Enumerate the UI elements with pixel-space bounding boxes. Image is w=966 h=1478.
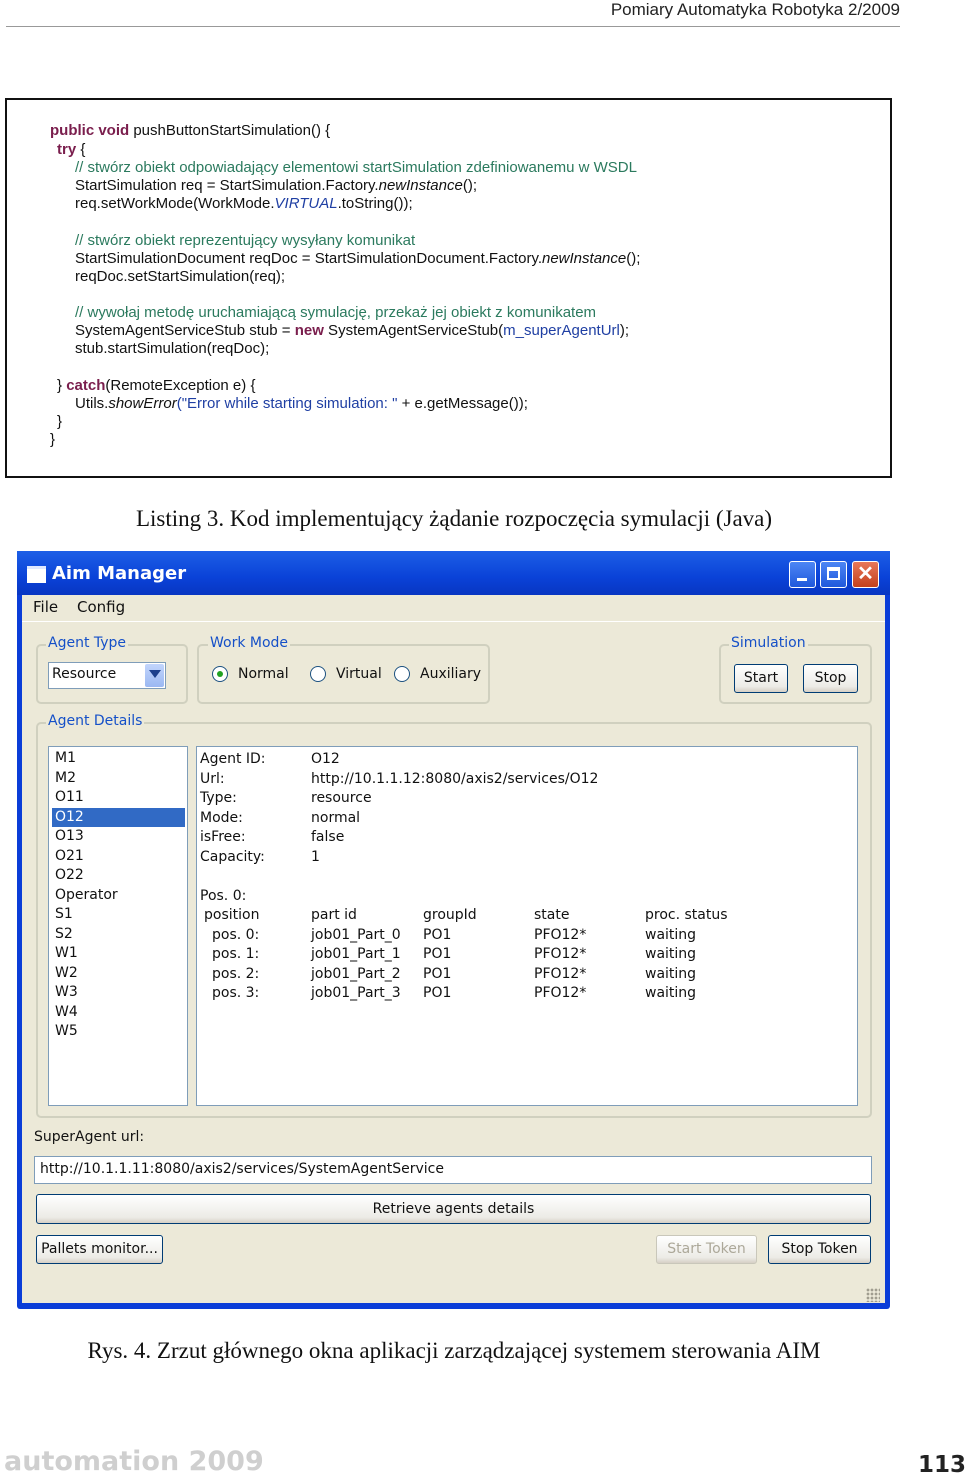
code-line-12 <box>57 377 255 395</box>
radio-auxiliary[interactable] <box>394 666 410 682</box>
table-cell: PFO12* <box>534 985 587 1001</box>
code-line-1 <box>50 122 330 140</box>
table-cell: pos. 3: <box>212 985 260 1001</box>
superagent-url-label: SuperAgent url: <box>34 1129 145 1145</box>
code-italic: newInstance <box>378 177 463 194</box>
list-item[interactable]: W4 <box>55 1004 78 1020</box>
list-item[interactable]: M2 <box>55 770 76 786</box>
footer-logo: automation 2009 <box>4 1446 264 1477</box>
pallets-monitor-button[interactable]: Pallets monitor... <box>36 1235 163 1264</box>
code-text: (RemoteException e) { <box>105 377 256 394</box>
menu-separator <box>22 621 885 622</box>
table-cell: PO1 <box>423 946 452 962</box>
agent-type-label: Agent Type <box>48 635 127 651</box>
close-button[interactable] <box>852 561 879 588</box>
table-cell: waiting <box>645 985 697 1001</box>
code-text: Utils. <box>75 395 109 412</box>
code-listing-box <box>5 98 892 478</box>
list-item[interactable]: O13 <box>55 828 84 844</box>
code-text: .toString()); <box>337 195 413 212</box>
list-item[interactable]: S1 <box>55 906 73 922</box>
window-icon <box>27 566 46 583</box>
maximize-icon <box>827 567 840 580</box>
info-key-id: Agent ID: <box>200 751 266 767</box>
menu-config[interactable]: Config <box>77 598 126 616</box>
radio-normal[interactable] <box>212 666 228 682</box>
table-cell: waiting <box>645 966 697 982</box>
list-item[interactable]: W3 <box>55 984 78 1000</box>
code-text: StartSimulationDocument reqDoc = StartSimulationDocument.Factory. <box>75 250 542 267</box>
code-line-8: reqDoc.setStartSimulation(req); <box>75 268 286 285</box>
code-line-11: stub.startSimulation(reqDoc); <box>75 340 270 357</box>
retrieve-agents-button[interactable]: Retrieve agents details <box>36 1194 871 1224</box>
code-line-15: } <box>50 431 56 448</box>
code-comment-2: // stwórz obiekt reprezentujący wysyłany komunikat <box>75 232 416 249</box>
listing-caption: Listing 3. Kod implementujący żądanie rozpoczęcia symulacji (Java) <box>135 506 773 531</box>
info-key-type: Type: <box>200 790 237 806</box>
agent-details-label: Agent Details <box>48 713 143 729</box>
minimize-button[interactable] <box>789 561 816 588</box>
table-cell: PO1 <box>423 985 452 1001</box>
list-item-selected[interactable]: O12 <box>55 809 84 825</box>
minimize-icon <box>797 578 807 581</box>
code-keyword: catch <box>66 377 106 394</box>
list-item[interactable]: S2 <box>55 926 73 942</box>
code-keyword: try <box>57 141 77 158</box>
info-key-capacity: Capacity: <box>200 849 265 865</box>
code-text: SystemAgentServiceStub( <box>323 322 504 339</box>
code-text: pushButtonStartSimulation() { <box>129 122 331 139</box>
column-header: proc. status <box>645 907 728 923</box>
table-cell: PFO12* <box>534 966 587 982</box>
info-value-id: O12 <box>311 751 340 767</box>
stop-token-button[interactable]: Stop Token <box>768 1235 871 1264</box>
list-item[interactable]: Operator <box>55 887 118 903</box>
code-line-4 <box>75 177 477 195</box>
radio-virtual[interactable] <box>310 666 326 682</box>
table-cell: job01_Part_0 <box>311 927 401 943</box>
list-item[interactable]: O11 <box>55 789 84 805</box>
table-cell: job01_Part_3 <box>311 985 401 1001</box>
journal-header: Pomiary Automatyka Robotyka 2/2009 <box>610 0 900 19</box>
stop-simulation-button[interactable]: Stop <box>803 664 858 693</box>
superagent-url-value: http://10.1.1.11:8080/axis2/services/SystemAgentService <box>40 1161 444 1177</box>
dropdown-button[interactable] <box>145 664 164 687</box>
list-item[interactable]: M1 <box>55 750 76 766</box>
info-value-type: resource <box>311 790 372 806</box>
list-item[interactable]: O22 <box>55 867 84 883</box>
radio-auxiliary-label[interactable]: Auxiliary <box>420 666 482 682</box>
radio-normal-label[interactable]: Normal <box>238 666 289 682</box>
table-cell: PO1 <box>423 966 452 982</box>
header-rule <box>6 26 900 27</box>
code-text: ); <box>619 322 630 339</box>
table-cell: PFO12* <box>534 946 587 962</box>
table-cell: PFO12* <box>534 927 587 943</box>
window-title: Aim Manager <box>52 563 187 584</box>
code-text: StartSimulation req = StartSimulation.Factory. <box>75 177 379 194</box>
table-cell: waiting <box>645 946 697 962</box>
code-line-13 <box>75 395 528 413</box>
code-comment-3: // wywołaj metodę uruchamiającą symulację, przekaż jej obiekt z komunikatem <box>75 304 597 321</box>
work-mode-label: Work Mode <box>210 635 289 651</box>
list-item[interactable]: W1 <box>55 945 78 961</box>
agent-type-value: Resource <box>52 666 117 682</box>
code-keyword: new <box>294 322 324 339</box>
column-header: groupId <box>423 907 477 923</box>
code-text: { <box>76 141 86 158</box>
info-key-isfree: isFree: <box>200 829 246 845</box>
position-title: Pos. 0: <box>200 888 247 904</box>
code-line-7 <box>75 250 640 268</box>
table-cell: waiting <box>645 927 697 943</box>
code-comment-1: // stwórz obiekt odpowiadający elementowi startSimulation zdefiniowanemu w WSDL <box>75 159 637 176</box>
code-italic: showError <box>108 395 177 412</box>
list-item[interactable]: W5 <box>55 1023 78 1039</box>
column-header: position <box>204 907 260 923</box>
list-item[interactable]: O21 <box>55 848 84 864</box>
chevron-down-icon <box>149 670 161 678</box>
info-value-isfree: false <box>311 829 345 845</box>
code-text: SystemAgentServiceStub stub = <box>75 322 295 339</box>
figure-caption: Rys. 4. Zrzut głównego okna aplikacji zarządzającej systemem sterowania AIM <box>87 1338 821 1363</box>
table-cell: PO1 <box>423 927 452 943</box>
column-header: state <box>534 907 570 923</box>
code-text: + e.getMessage()); <box>397 395 528 412</box>
code-line-10 <box>75 322 629 340</box>
code-line-5 <box>75 195 413 213</box>
table-cell: pos. 0: <box>212 927 260 943</box>
simulation-label: Simulation <box>731 635 806 651</box>
code-string: ("Error while starting simulation: " <box>176 395 398 412</box>
code-line-2 <box>57 141 85 159</box>
resize-grip-icon[interactable] <box>866 1288 880 1302</box>
close-icon: ✕ <box>857 563 874 585</box>
table-cell: job01_Part_1 <box>311 946 401 962</box>
agent-info-panel[interactable] <box>196 746 858 1106</box>
code-italic: newInstance <box>542 250 627 267</box>
info-value-url: http://10.1.1.12:8080/axis2/services/O12 <box>311 771 599 787</box>
list-item[interactable]: W2 <box>55 965 78 981</box>
code-keyword: public void <box>50 122 130 139</box>
column-header: part id <box>311 907 357 923</box>
start-token-button[interactable]: Start Token <box>656 1235 757 1264</box>
code-constant: VIRTUAL <box>274 195 338 212</box>
start-simulation-button[interactable]: Start <box>734 664 788 693</box>
maximize-button[interactable] <box>820 561 847 588</box>
code-text: } <box>57 377 67 394</box>
code-text: (); <box>626 250 641 267</box>
menu-file[interactable]: File <box>33 598 59 616</box>
info-value-mode: normal <box>311 810 361 826</box>
table-cell: pos. 2: <box>212 966 260 982</box>
code-text: req.setWorkMode(WorkMode. <box>75 195 275 212</box>
radio-selected-dot <box>217 671 223 677</box>
radio-virtual-label[interactable]: Virtual <box>336 666 382 682</box>
code-field: m_superAgentUrl <box>503 322 620 339</box>
info-key-mode: Mode: <box>200 810 243 826</box>
info-key-url: Url: <box>200 771 225 787</box>
table-cell: pos. 1: <box>212 946 260 962</box>
code-text: (); <box>462 177 478 194</box>
table-cell: job01_Part_2 <box>311 966 401 982</box>
info-value-capacity: 1 <box>311 849 320 865</box>
page-number: 113 <box>918 1452 966 1478</box>
code-line-14: } <box>57 413 63 430</box>
